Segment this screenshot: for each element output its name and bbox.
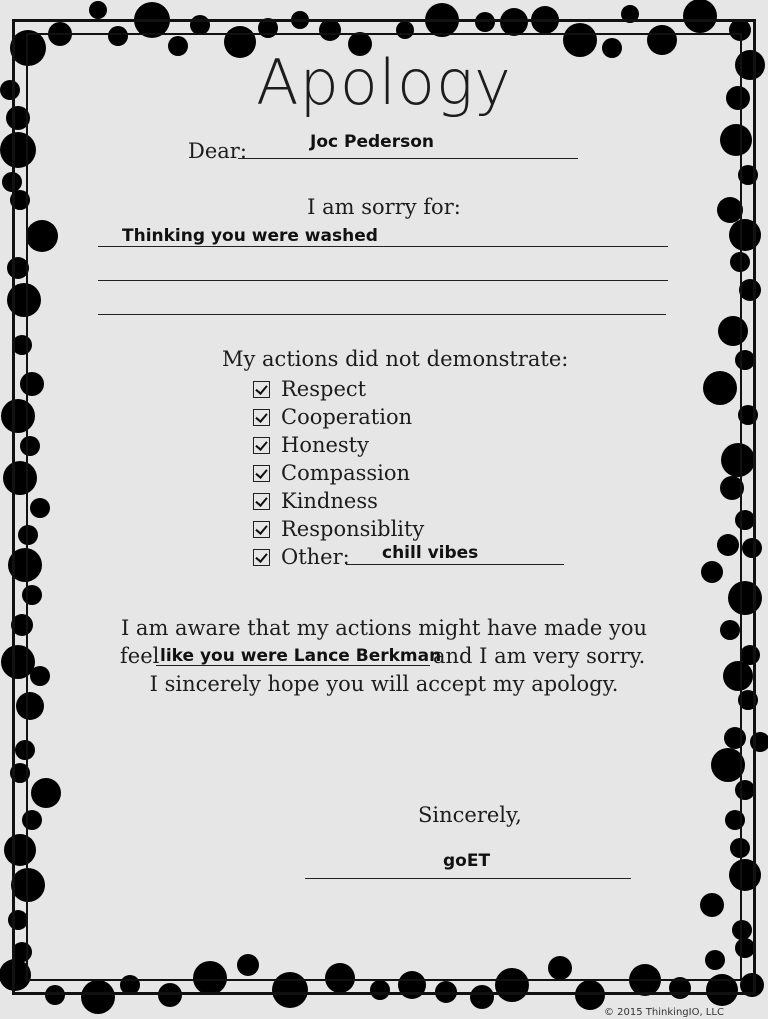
checklist-item[interactable] bbox=[253, 432, 369, 458]
checklist-label: Respect bbox=[281, 377, 367, 401]
dear-value[interactable]: Joc Pederson bbox=[310, 132, 434, 152]
feel-value[interactable]: like you were Lance Berkman bbox=[160, 646, 442, 666]
checklist-item-other[interactable] bbox=[253, 544, 350, 570]
checkbox-checked-icon[interactable] bbox=[253, 549, 270, 566]
feel-prefix: feel bbox=[120, 644, 160, 668]
paragraph-line-1: I am aware that my actions might have made you bbox=[120, 616, 648, 640]
checkbox-checked-icon[interactable] bbox=[253, 521, 270, 538]
dear-line bbox=[238, 158, 578, 159]
checkbox-checked-icon[interactable] bbox=[253, 437, 270, 454]
checklist-item[interactable] bbox=[253, 516, 424, 542]
sorry-line-2 bbox=[98, 280, 668, 281]
checkbox-checked-icon[interactable] bbox=[253, 409, 270, 426]
checklist-item[interactable] bbox=[253, 376, 366, 402]
checklist-label: Compassion bbox=[281, 461, 411, 485]
signature-value[interactable]: goET bbox=[443, 851, 491, 871]
checklist-item[interactable] bbox=[253, 460, 410, 486]
checklist-label: Responsiblity bbox=[281, 517, 425, 541]
inner-border bbox=[26, 33, 742, 981]
dear-label: Dear: bbox=[188, 139, 247, 163]
checklist-item[interactable] bbox=[253, 404, 412, 430]
border-dot bbox=[89, 1, 107, 19]
feel-suffix: and I am very sorry. bbox=[433, 644, 646, 668]
checklist-label: Honesty bbox=[281, 433, 369, 457]
sorry-line-3 bbox=[98, 314, 666, 315]
checkbox-checked-icon[interactable] bbox=[253, 381, 270, 398]
sorry-value[interactable]: Thinking you were washed bbox=[122, 226, 378, 246]
checkbox-checked-icon[interactable] bbox=[253, 493, 270, 510]
paragraph-line-3: I sincerely hope you will accept my apology. bbox=[149, 672, 619, 696]
sorry-line-1 bbox=[98, 246, 668, 247]
page-title: Apology bbox=[256, 46, 512, 119]
checklist-item[interactable] bbox=[253, 488, 378, 514]
checklist-label: Kindness bbox=[281, 489, 378, 513]
copyright: © 2015 ThinkingIO, LLC bbox=[604, 1007, 724, 1018]
closing-label: Sincerely, bbox=[418, 803, 522, 827]
sorry-label: I am sorry for: bbox=[307, 195, 461, 219]
actions-label: My actions did not demonstrate: bbox=[222, 347, 569, 371]
checkbox-checked-icon[interactable] bbox=[253, 465, 270, 482]
signature-line bbox=[305, 878, 631, 879]
checklist-label: Cooperation bbox=[281, 405, 413, 429]
other-line bbox=[346, 564, 564, 565]
other-label: Other: bbox=[281, 545, 350, 569]
other-value[interactable]: chill vibes bbox=[382, 543, 479, 563]
